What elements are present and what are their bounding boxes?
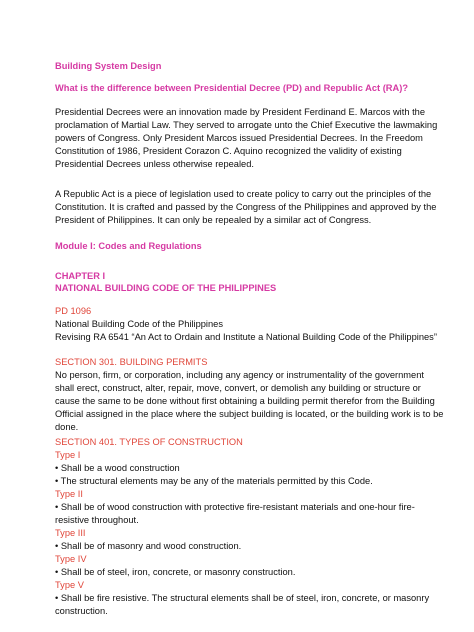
type-ii-label: Type II	[55, 489, 83, 499]
pd-number: PD 1096	[55, 306, 92, 316]
type-iv-label: Type IV	[55, 554, 87, 564]
type-i-label: Type I	[55, 450, 81, 460]
pd-paragraph-line: Constitution of 1986, President Corazon C. Aquino recognized the validity of existing	[55, 146, 402, 156]
section-301-line: shall erect, construct, alter, repair, move, convert, or demolish any building or structure or	[55, 383, 421, 393]
pd-name: National Building Code of the Philippines	[55, 319, 223, 329]
type-iv-bullet: • Shall be of steel, iron, concrete, or masonry construction.	[55, 567, 296, 577]
pd-revising: Revising RA 6541 “An Act to Ordain and Institute a National Building Code of the Philippines”	[55, 332, 437, 342]
section-401-title: SECTION 401. TYPES OF CONSTRUCTION	[55, 437, 243, 447]
ra-paragraph-line: President of Philippines. It can only be repealed by a similar act of Congress.	[55, 215, 372, 225]
type-ii-bullet-cont: resistive throughout.	[55, 515, 139, 525]
type-v-bullet-cont: construction.	[55, 606, 108, 616]
type-iii-label: Type III	[55, 528, 86, 538]
pd-paragraph-line: proclamation of Martial Law. They served to arrogate unto the Chief Executive the lawmaking	[55, 120, 438, 130]
ra-paragraph-line: A Republic Act is a piece of legislation used to create policy to carry out the principles of the	[55, 189, 432, 199]
section-301-title: SECTION 301. BUILDING PERMITS	[55, 357, 208, 367]
pd-paragraph-line: Presidential Decrees unless otherwise repealed.	[55, 159, 254, 169]
type-v-label: Type V	[55, 580, 84, 590]
section-301-line: done.	[55, 422, 79, 432]
module-heading: Module I: Codes and Regulations	[55, 241, 202, 251]
chapter-heading: CHAPTER I	[55, 271, 106, 281]
pd-paragraph-line: powers of Congress. Only President Marcos issued Presidential Decrees. In the Freedom	[55, 133, 423, 143]
section-301-line: Official assigned in the place where the subject building is located, or the building work is to be	[55, 409, 444, 419]
type-ii-bullet: • Shall be of wood construction with protective fire-resistant materials and one-hour fire-	[55, 502, 415, 512]
chapter-title: NATIONAL BUILDING CODE OF THE PHILIPPINES	[55, 283, 277, 293]
type-i-bullet: • The structural elements may be any of the materials permitted by this Code.	[55, 476, 373, 486]
document-title: Building System Design	[55, 61, 162, 71]
type-i-bullet: • Shall be a wood construction	[55, 463, 180, 473]
ra-paragraph-line: Constitution. It is crafted and passed by the Congress of the Philippines and approved by the	[55, 202, 437, 212]
question-heading: What is the difference between Presidential Decree (PD) and Republic Act (RA)?	[55, 83, 409, 93]
section-301-line: cause the same to be done without first obtaining a building permit therefor from the Building	[55, 396, 435, 406]
type-v-bullet: • Shall be fire resistive. The structural elements shall be of steel, iron, concrete, or masonry	[55, 593, 430, 603]
pd-paragraph-line: Presidential Decrees were an innovation made by President Ferdinand E. Marcos with the	[55, 107, 426, 117]
type-iii-bullet: • Shall be of masonry and wood construction.	[55, 541, 242, 551]
section-301-line: No person, firm, or corporation, including any agency or instrumentality of the government	[55, 370, 424, 380]
